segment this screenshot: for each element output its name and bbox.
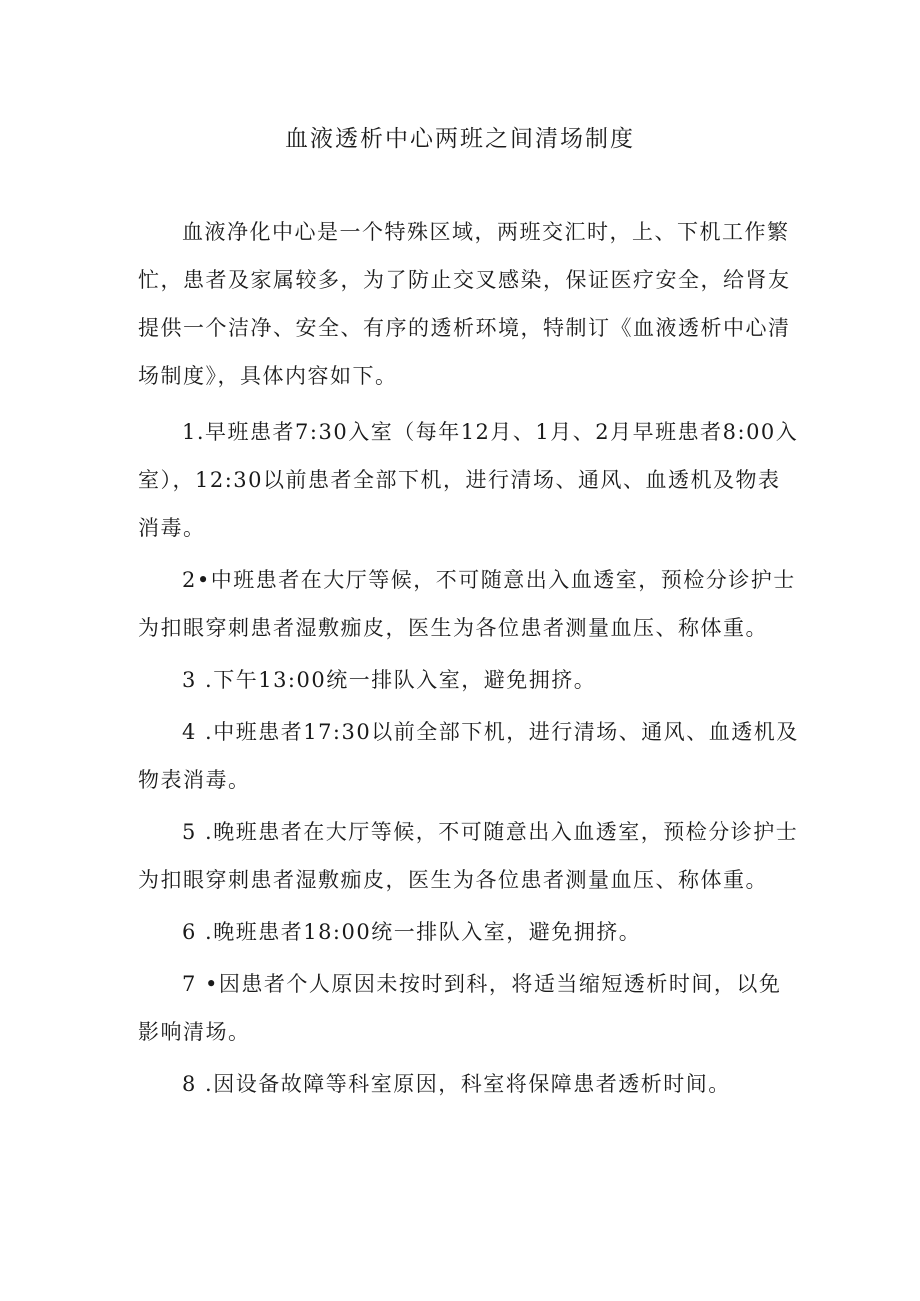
- rule-item-5: 5 .晚班患者在大厅等候，不可随意出入血透室，预检分诊护士为扣眼穿刺患者湿敷痂皮，医生为各位患者测量血压、称体重。: [138, 820, 799, 892]
- rule-item-1: 1.早班患者7:30入室（每年12月、1月、2月早班患者8:00入室），12:30以前患者全部下机，进行清场、通风、血透机及物表消毒。: [138, 420, 799, 540]
- rule-item-7: 7 •因患者个人原因未按时到科，将适当缩短透析时间，以免影响清场。: [138, 972, 782, 1044]
- rule-item-4: 4 .中班患者17:30以前全部下机，进行清场、通风、血透机及物表消毒。: [138, 720, 799, 792]
- rule-item-8: 8 .因设备故障等科室原因，科室将保障患者透析时间。: [182, 1072, 731, 1096]
- rule-item-3: 3 .下午13:00统一排队入室，避免拥挤。: [182, 668, 597, 692]
- intro-paragraph: 血液净化中心是一个特殊区域，两班交汇时，上、下机工作繁忙，患者及家属较多，为了防止交叉感染，保证医疗安全，给肾友提供一个洁净、安全、有序的透析环境，特制订《血液透析中心清场制度》，具体内容如下。: [138, 220, 791, 388]
- rule-item-6: 6 .晚班患者18:00统一排队入室，避免拥挤。: [182, 920, 642, 944]
- document-title: 血液透析中心两班之间清场制度: [285, 126, 635, 152]
- document-body: [138, 208, 800, 1112]
- rule-item-2: 2•中班患者在大厅等候，不可随意出入血透室，预检分诊护士为扣眼穿刺患者湿敷痂皮，医生为各位患者测量血压、称体重。: [138, 568, 796, 640]
